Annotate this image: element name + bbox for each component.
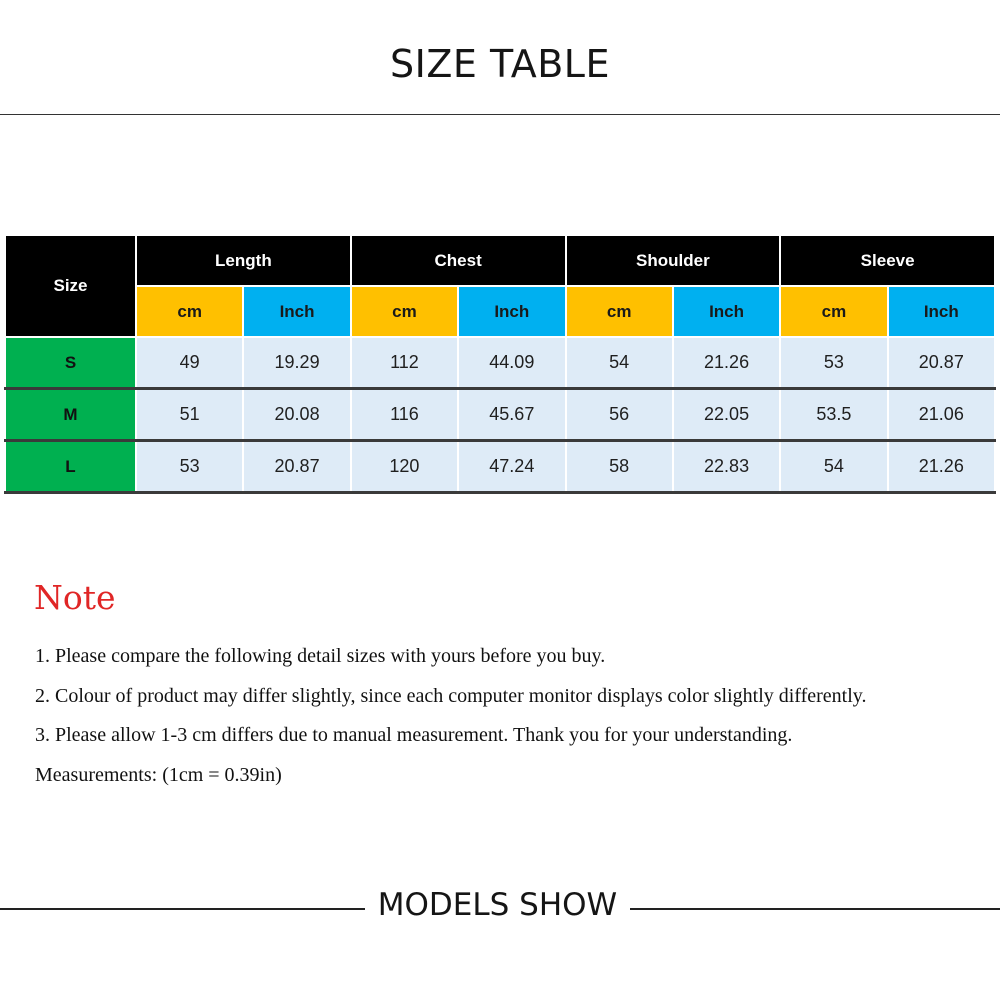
- header-chest: Chest: [351, 235, 566, 286]
- table-cell: 22.05: [673, 389, 780, 441]
- table-cell: 21.06: [888, 389, 995, 441]
- table-cell: 49: [136, 337, 243, 389]
- note-line: 3. Please allow 1-3 cm differs due to manual measurement. Thank you for your understanding.: [35, 724, 793, 746]
- table-cell: 58: [566, 441, 673, 493]
- unit-header-row: [5, 286, 995, 337]
- table-cell: 54: [566, 337, 673, 389]
- table-cell: 45.67: [458, 389, 565, 441]
- note-line: 2. Colour of product may differ slightly, since each computer monitor displays color slightly differently.: [35, 684, 867, 707]
- table-cell: 116: [351, 389, 458, 441]
- section-title: MODELS SHOW: [377, 887, 618, 923]
- table-cell: 20.87: [243, 441, 350, 493]
- table-cell: 120: [351, 441, 458, 493]
- unit-cm-label: cm: [566, 286, 673, 337]
- unit-inch-label: Inch: [673, 286, 780, 337]
- header-shoulder: Shoulder: [566, 235, 781, 286]
- section-divider-left: [0, 908, 365, 910]
- header-length: Length: [136, 235, 351, 286]
- header-sleeve: Sleeve: [780, 235, 995, 286]
- table-cell: 44.09: [458, 337, 565, 389]
- table-cell: 53: [136, 441, 243, 493]
- size-label-m: M: [5, 389, 136, 441]
- table-row-s: [5, 337, 995, 389]
- note-line: 1. Please compare the following detail sizes with yours before you buy.: [35, 645, 606, 667]
- size-column-header: Size: [5, 235, 136, 337]
- unit-inch-label: Inch: [888, 286, 995, 337]
- table-cell: 21.26: [888, 441, 995, 493]
- size-table: [4, 234, 996, 494]
- unit-cm-label: cm: [136, 286, 243, 337]
- unit-inch-label: Inch: [243, 286, 350, 337]
- table-cell: 19.29: [243, 337, 350, 389]
- title-divider: [0, 114, 1000, 115]
- table-cell: 20.08: [243, 389, 350, 441]
- table-cell: 21.26: [673, 337, 780, 389]
- unit-cm-label: cm: [351, 286, 458, 337]
- table-cell: 53: [780, 337, 887, 389]
- table-cell: 22.83: [673, 441, 780, 493]
- note-heading: Note: [34, 578, 116, 617]
- table-row-m: [5, 389, 995, 441]
- table-cell: 53.5: [780, 389, 887, 441]
- size-label-s: S: [5, 337, 136, 389]
- table-cell: 112: [351, 337, 458, 389]
- unit-cm-label: cm: [780, 286, 887, 337]
- unit-inch-label: Inch: [458, 286, 565, 337]
- table-cell: 56: [566, 389, 673, 441]
- table-cell: 51: [136, 389, 243, 441]
- measurement-note: Measurements: (1cm = 0.39in): [35, 763, 282, 786]
- size-label-l: L: [5, 441, 136, 493]
- table-cell: 20.87: [888, 337, 995, 389]
- page-title: SIZE TABLE: [390, 42, 610, 86]
- table-row-l: [5, 441, 995, 493]
- table-header-row: [5, 235, 995, 286]
- table-cell: 54: [780, 441, 887, 493]
- table-cell: 47.24: [458, 441, 565, 493]
- note-list: [35, 642, 995, 800]
- section-divider-right: [630, 908, 1000, 910]
